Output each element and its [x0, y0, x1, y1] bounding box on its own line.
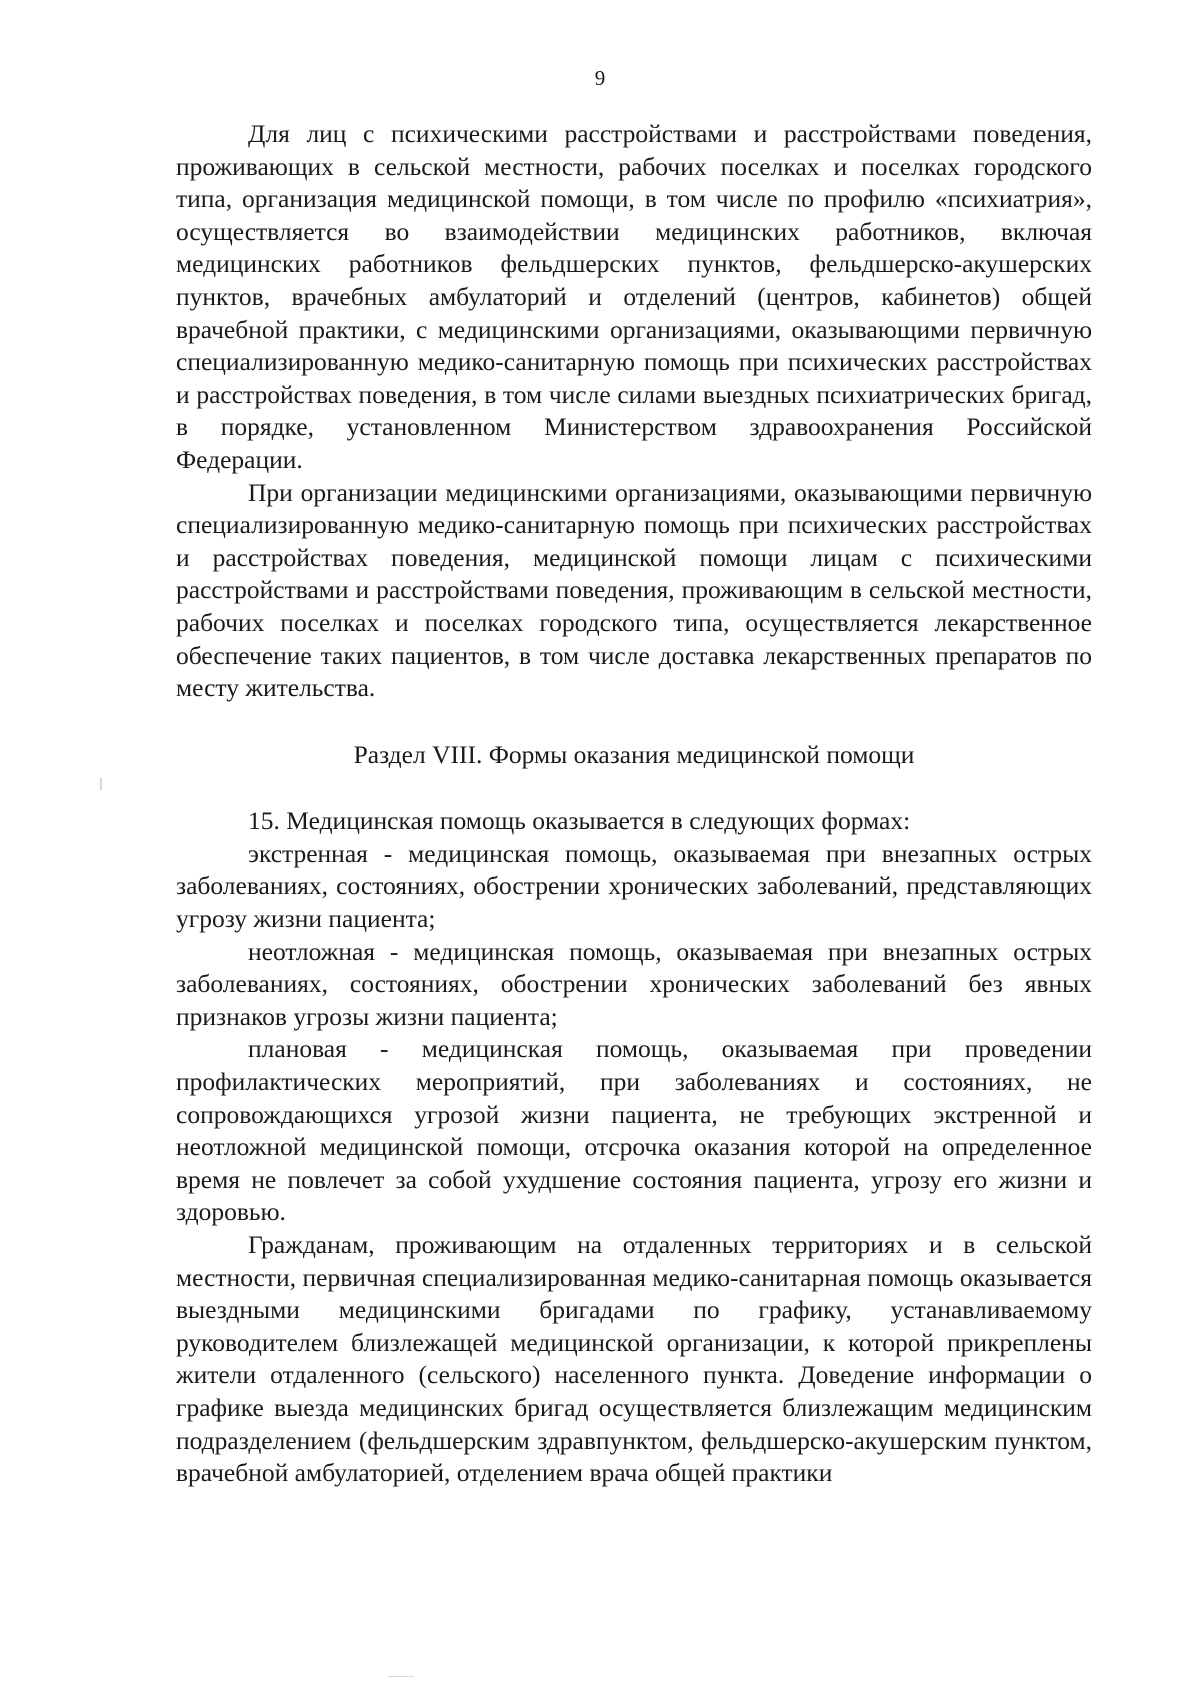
paragraph-emergency: экстренная - медицинская помощь, оказываемая при внезапных острых заболеваниях, состояниях, обострении хронических заболеваний, представляющих угрозу жизни пациента; — [176, 838, 1092, 934]
paragraph-forms-intro: 15. Медицинская помощь оказывается в следующих формах: — [248, 806, 911, 836]
page-number: 9 — [594, 66, 606, 90]
paragraph-psychiatric-rural-care: Для лиц с психическими расстройствами и расстройствами поведения, проживающих в сельской местности, рабочих поселках и поселках городского типа, организация медицинской помощи, в том числе по профилю «психиатрия», осуществляется во взаимодействии медицинских работников, включая медицинских работников фельдшерских пунктов, фельдшерско-акушерских пунктов, врачебных амбулаторий и отделений (центров, кабинетов) общей врачебной практики, с медицинскими организациями, оказывающими первичную специализированную медико-санитарную помощь при психических расстройствах и расстройствах поведения, в том числе силами выездных психиатрических бригад, в порядке, установленном Министерством здравоохранения Российской Федерации. — [176, 119, 1092, 474]
scan-artifact — [388, 1676, 414, 1677]
scan-artifact — [100, 778, 102, 790]
document-body — [176, 118, 1092, 1490]
paragraph-drug-supply: При организации медицинскими организациями, оказывающими первичную специализированную медико-санитарную помощь при психических расстройствах и расстройствах поведения, медицинской помощи лицам с психическими расстройствами и расстройствами поведения, проживающим в сельской местности, рабочих поселках и поселках городского типа, осуществляется лекарственное обеспечение таких пациентов, в том числе доставка лекарственных препаратов по месту жительства. — [176, 477, 1092, 703]
paragraph-planned: плановая - медицинская помощь, оказываемая при проведении профилактических мероприятий, при заболеваниях и состояниях, не сопровождающихся угрозой жизни пациента, не требующих экстренной и неотложной медицинской помощи, отсрочка оказания которой на определенное время не повлечет за собой ухудшение состояния пациента, угрозу его жизни и здоровью. — [176, 1034, 1092, 1227]
paragraph-remote-territories: Гражданам, проживающим на отдаленных территориях и в сельской местности, первичная специализированная медико-санитарная помощь оказывается выездными медицинскими бригадами по графику, устанавливаемому руководителем близлежащей медицинской организации, к которой прикреплены жители отдаленного (сельского) населенного пункта. Доведение информации о графике выезда медицинских бригад осуществляется близлежащим медицинским подразделением (фельдшерским здравпунктом, фельдшерско-акушерским пунктом, врачебной амбулаторией, отделением врача общей практики — [176, 1230, 1092, 1488]
paragraph-urgent: неотложная - медицинская помощь, оказываемая при внезапных острых заболеваниях, состояниях, обострении хронических заболеваний без явных признаков угрозы жизни пациента; — [176, 936, 1092, 1031]
section-heading: Раздел VIII. Формы оказания медицинской помощи — [353, 739, 915, 769]
